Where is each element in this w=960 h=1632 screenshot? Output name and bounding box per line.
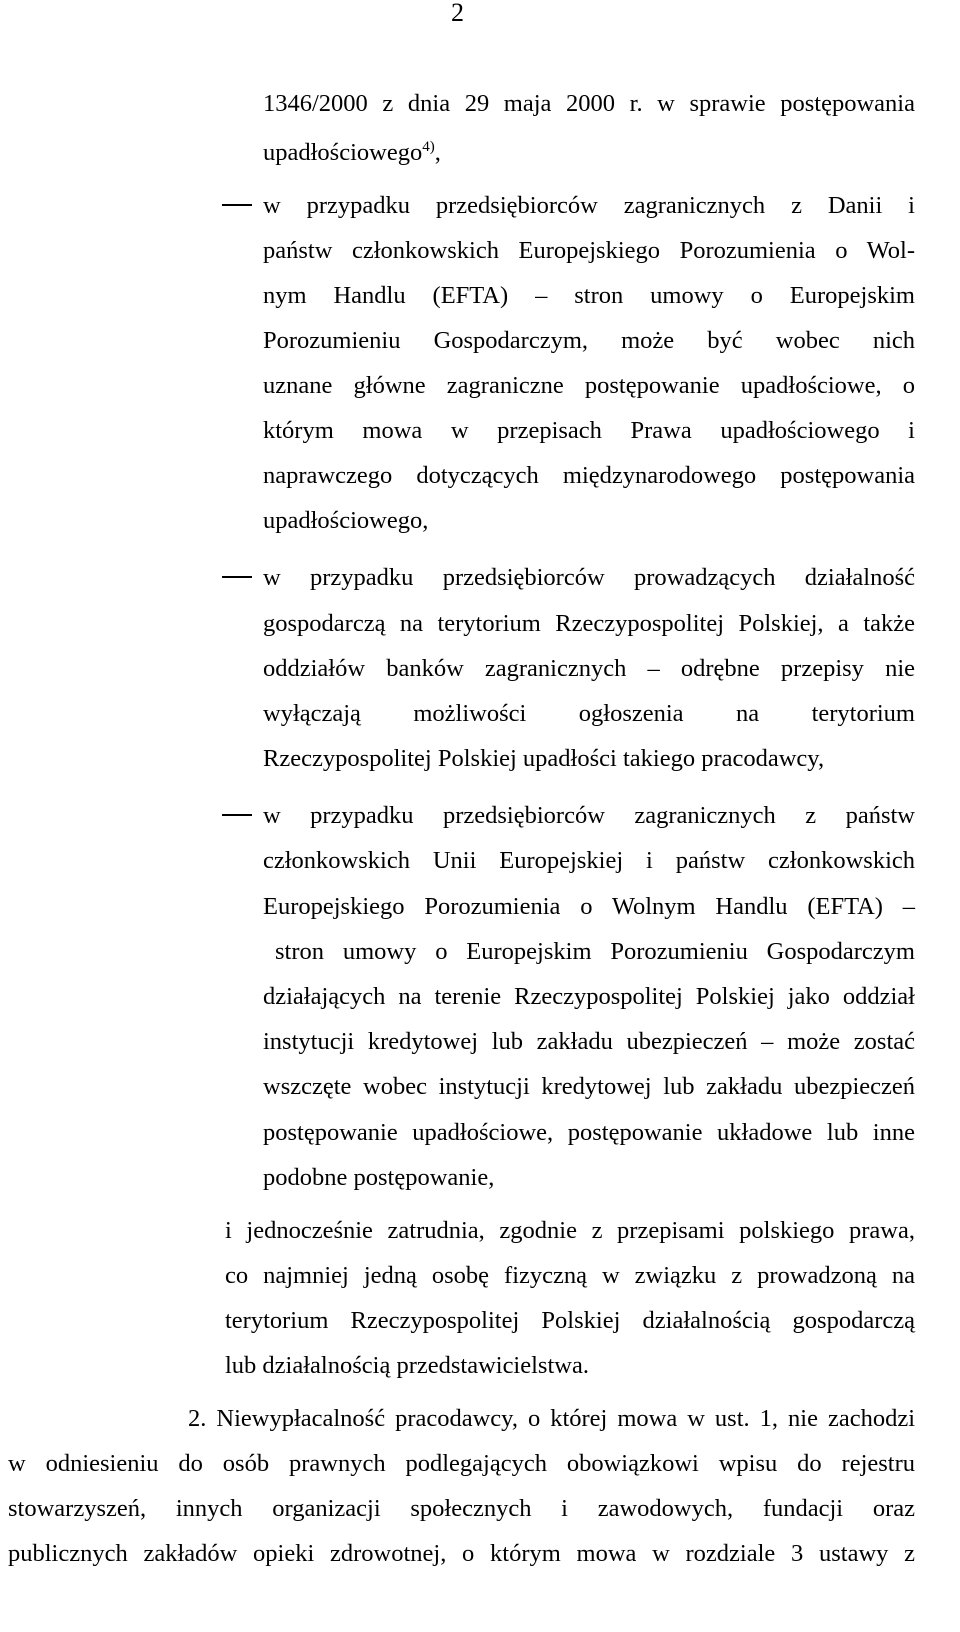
item3-line-9: podobne postępowanie, [263,1164,495,1191]
page-number: 2 [451,0,464,27]
item1-line-8: upadłościowego, [263,507,429,534]
item1-line-3: nym Handlu (EFTA) – stron umowy o Europejskim [263,282,915,309]
section2-line-4: publicznych zakładów opieki zdrowotnej, o którym mowa w rozdziale 3 ustawy z [8,1540,915,1567]
closing-line-4: lub działalnością przedstawicielstwa. [225,1352,589,1379]
intro-line-2-tail: , [434,139,441,166]
item1-line-1: w przypadku przedsiębiorców zagranicznych z Danii i [263,192,915,219]
item3-line-2: członkowskich Unii Europejskiej i państw członkowskich [263,847,915,874]
item3-line-5: działających na terenie Rzeczypospolitej Polskiej jako oddział [263,983,915,1010]
item2-line-1: w przypadku przedsiębiorców prowadzących działalność [263,564,915,591]
list-dash-1 [222,204,252,206]
item2-line-4: wyłączają możliwości ogłoszenia na terytorium [263,700,915,727]
section2-line-2: w odniesieniu do osób prawnych podlegających obowiązkowi wpisu do rejestru [8,1450,915,1477]
item2-line-5: Rzeczypospolitej Polskiej upadłości takiego pracodawcy, [263,745,825,772]
item1-line-6: którym mowa w przepisach Prawa upadłościowego i [263,417,915,444]
intro-line-2 [263,138,441,166]
section2-line-1: 2. Niewypłacalność pracodawcy, o której mowa w ust. 1, nie zachodzi [188,1405,915,1432]
item2-line-3: oddziałów banków zagranicznych – odrębne przepisy nie [263,655,915,682]
item3-line-3: Europejskiego Porozumienia o Wolnym Handlu (EFTA) – [263,893,915,920]
item3-line-4: stron umowy o Europejskim Porozumieniu Gospodarczym [275,938,915,965]
item1-line-5: uznane główne zagraniczne postępowanie upadłościowe, o [263,372,915,399]
footnote-ref: 4) [422,138,435,155]
closing-line-2: co najmniej jedną osobę fizyczną w związku z prowadzoną na [225,1262,915,1289]
intro-line-2-text: upadłościowego [263,139,423,166]
item1-line-2: państw członkowskich Europejskiego Porozumienia o Wol- [263,237,915,264]
item3-line-8: postępowanie upadłościowe, postępowanie układowe lub inne [263,1119,915,1146]
list-dash-2 [222,576,252,578]
item1-line-7: naprawczego dotyczących międzynarodowego postępowania [263,462,915,489]
list-dash-3 [222,814,252,816]
item3-line-6: instytucji kredytowej lub zakładu ubezpieczeń – może zostać [263,1028,915,1055]
item3-line-7: wszczęte wobec instytucji kredytowej lub zakładu ubezpieczeń [263,1073,915,1100]
closing-line-1: i jednocześnie zatrudnia, zgodnie z przepisami polskiego prawa, [225,1217,915,1244]
section2-line-3: stowarzyszeń, innych organizacji społecznych i zawodowych, fundacji oraz [8,1495,915,1522]
closing-line-3: terytorium Rzeczypospolitej Polskiej działalnością gospodarczą [225,1307,915,1334]
item1-line-4: Porozumieniu Gospodarczym, może być wobec nich [263,327,915,354]
item3-line-1: w przypadku przedsiębiorców zagranicznych z państw [263,802,915,829]
item2-line-2: gospodarczą na terytorium Rzeczypospolitej Polskiej, a także [263,610,915,637]
intro-line-1: 1346/2000 z dnia 29 maja 2000 r. w sprawie postępowania [263,90,915,117]
